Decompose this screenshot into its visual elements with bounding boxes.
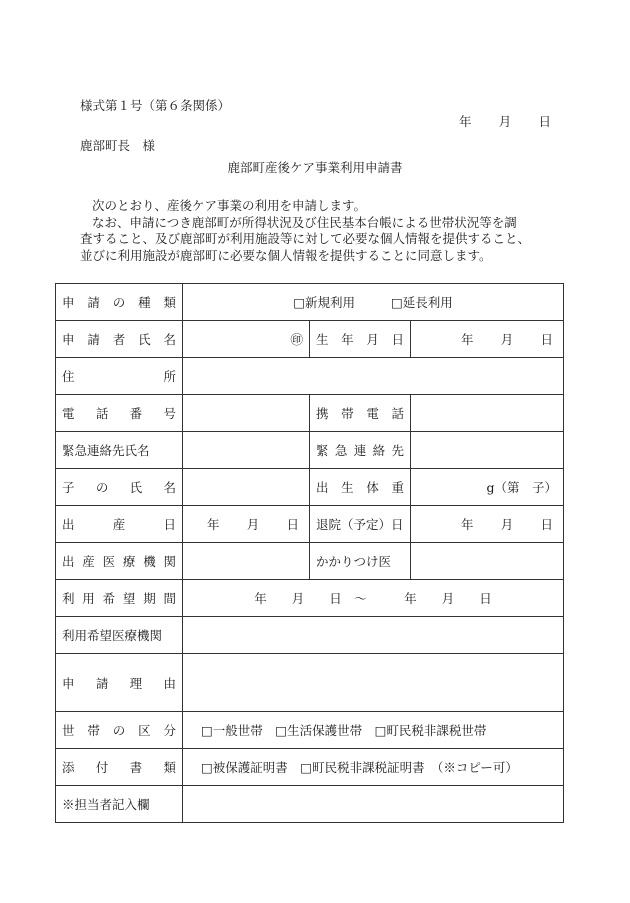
label-char: 由 <box>163 675 176 691</box>
label-char: 区 <box>138 723 151 738</box>
day-unit: 日 <box>540 332 553 347</box>
application-type-options <box>183 284 564 321</box>
label-char: 者 <box>112 332 126 347</box>
row-applicant <box>56 321 564 358</box>
label-char: 利 <box>62 591 75 606</box>
label-char: 間 <box>163 591 176 606</box>
label-char: 医 <box>102 554 116 569</box>
label-char: 申 <box>62 675 75 691</box>
label-char: 添 <box>62 760 75 775</box>
emergency-contact-field[interactable] <box>411 432 564 469</box>
label-char: 望 <box>122 591 136 606</box>
seal-mark: ㊞ <box>290 332 303 347</box>
label-char: 申 <box>62 295 75 310</box>
day-unit: 日 <box>286 517 299 532</box>
body-line-1: 次のとおり、産後ケア事業の利用を申請します。 <box>92 198 367 213</box>
extension-checkbox[interactable]: □延長利用 <box>390 295 453 310</box>
row-attachments <box>56 749 564 786</box>
label-char: 機 <box>143 554 156 569</box>
staff-use-field[interactable] <box>183 786 564 823</box>
applicant-name-label <box>56 321 183 358</box>
label-char: 先 <box>391 443 404 458</box>
label-char: 携 <box>316 406 329 421</box>
submission-date <box>459 112 551 130</box>
year-unit: 年 <box>207 517 220 532</box>
label-char: 体 <box>366 480 379 495</box>
attachments-label <box>56 749 183 786</box>
period-field[interactable]: 年 月 日 ～ 年 月 日 <box>183 580 564 617</box>
row-emergency <box>56 432 564 469</box>
label-char: 月 <box>366 332 379 347</box>
staff-use-label: ※担当者記入欄 <box>56 786 183 823</box>
label-char: 療 <box>122 554 136 569</box>
label-char: 子 <box>62 480 75 495</box>
label-char: 電 <box>366 406 379 421</box>
label-char: 産 <box>82 554 95 569</box>
label-char: 帯 <box>87 723 100 738</box>
delivery-date-label <box>56 506 183 543</box>
birthdate-label <box>310 321 411 358</box>
row-delivery <box>56 506 564 543</box>
label-char: 生 <box>316 332 329 347</box>
birth-weight-label <box>310 469 411 506</box>
label-char: 日 <box>391 332 404 347</box>
date-month: 月 <box>498 114 512 129</box>
label-char: 号 <box>163 406 176 421</box>
label-char: 付 <box>95 760 109 775</box>
household-label <box>56 712 183 749</box>
applicant-name-field[interactable] <box>183 321 310 358</box>
facility-field[interactable] <box>183 617 564 654</box>
date-day: 日 <box>538 114 551 129</box>
row-household <box>56 712 564 749</box>
row-staff <box>56 786 564 823</box>
period-label <box>56 580 183 617</box>
label-char: 年 <box>341 332 354 347</box>
birth-weight-field[interactable] <box>411 469 564 506</box>
label-char: 名 <box>163 480 176 495</box>
label-char: 重 <box>391 480 404 495</box>
label-char: 理 <box>129 675 143 691</box>
label-char: の <box>95 480 109 495</box>
label-char: 日 <box>163 517 176 532</box>
application-type-label <box>56 284 183 321</box>
label-char: 類 <box>163 295 176 310</box>
mobile-field[interactable] <box>411 395 564 432</box>
body-line-2: なお、申請につき鹿部町が所得状況及び住民基本台帳による世帯状況等を調 <box>92 214 517 230</box>
family-doctor-field[interactable] <box>411 543 564 580</box>
label-char: 住 <box>62 369 75 384</box>
month-unit: 月 <box>500 517 514 532</box>
phone-field[interactable] <box>183 395 310 432</box>
label-char: 種 <box>138 295 151 310</box>
row-address <box>56 358 564 395</box>
household-options[interactable]: □一般世帯 □生活保護世帯 □町民税非課税世帯 <box>183 712 564 749</box>
label-char: 名 <box>163 332 176 347</box>
label-char: 電 <box>62 406 75 421</box>
phone-label <box>56 395 183 432</box>
year-unit: 年 <box>461 517 474 532</box>
discharge-date-label: 退院（予定）日 <box>310 506 411 543</box>
label-char: 話 <box>95 406 109 421</box>
day-unit: 日 <box>540 517 553 532</box>
label-char: 出 <box>62 517 75 532</box>
reason-field[interactable] <box>183 654 564 712</box>
label-char: 期 <box>143 591 156 606</box>
label-char: 緊 <box>316 443 329 458</box>
row-hospital <box>56 543 564 580</box>
label-char: 分 <box>163 723 176 738</box>
hospital-field[interactable] <box>183 543 310 580</box>
birthdate-field[interactable] <box>411 321 564 358</box>
label-char: 生 <box>341 480 354 495</box>
label-char: 世 <box>62 723 75 738</box>
label-char: 絡 <box>372 443 386 458</box>
row-reason <box>56 654 564 712</box>
label-char: の <box>112 723 126 738</box>
addressee: 鹿部町長 様 <box>80 138 156 153</box>
mobile-label <box>310 395 411 432</box>
child-name-label <box>56 469 183 506</box>
family-doctor-label: かかりつけ医 <box>310 543 411 580</box>
emergency-contact-label <box>310 432 411 469</box>
hospital-label <box>56 543 183 580</box>
attachments-options[interactable]: □被保護証明書 □町民税非課税証明書 （※コピー可） <box>183 749 564 786</box>
label-char: 帯 <box>341 406 354 421</box>
year-unit: 年 <box>461 332 474 347</box>
application-form-table <box>55 283 564 823</box>
label-char: 急 <box>334 443 348 458</box>
label-char: 請 <box>87 295 100 310</box>
body-line-3: 査すること、及び鹿部町が利用施設等に対して必要な個人情報を提供すること、 <box>80 231 531 246</box>
address-label <box>56 358 183 395</box>
label-char: 氏 <box>138 332 151 347</box>
row-facility <box>56 617 564 654</box>
label-char: 書 <box>129 760 143 775</box>
row-phone <box>56 395 564 432</box>
label-char: の <box>112 295 126 310</box>
row-application-type <box>56 284 564 321</box>
discharge-date-field[interactable] <box>411 506 564 543</box>
label-char: 出 <box>316 480 329 495</box>
label-char: 氏 <box>129 480 143 495</box>
new-use-checkbox[interactable]: □新規利用 <box>293 295 356 310</box>
body-line-4: 並びに利用施設が鹿部町に必要な個人情報を提供することに同意します。 <box>80 247 492 263</box>
row-period <box>56 580 564 617</box>
label-char: 話 <box>391 406 404 421</box>
row-child <box>56 469 564 506</box>
emergency-name-label: 緊急連絡先氏名 <box>56 432 183 469</box>
child-name-field[interactable] <box>183 469 310 506</box>
reason-label <box>56 654 183 712</box>
delivery-date-field[interactable] <box>183 506 310 543</box>
birth-weight-unit: g（第 子） <box>486 480 557 495</box>
emergency-name-field[interactable] <box>183 432 310 469</box>
facility-label: 利用希望医療機関 <box>56 617 183 654</box>
label-char: 類 <box>163 760 176 775</box>
label-char: 希 <box>102 591 116 606</box>
label-char: 請 <box>87 332 100 347</box>
month-unit: 月 <box>246 517 260 532</box>
address-field[interactable] <box>183 358 564 395</box>
label-char: 所 <box>163 369 176 384</box>
date-year: 年 <box>459 114 472 129</box>
label-char: 請 <box>95 675 109 691</box>
label-char: 番 <box>129 406 143 421</box>
label-char: 関 <box>163 554 176 569</box>
label-char: 連 <box>353 443 367 458</box>
label-char: 用 <box>82 591 95 606</box>
label-char: 申 <box>62 332 75 347</box>
form-number: 様式第１号（第６条関係） <box>80 98 231 113</box>
label-char: 出 <box>62 554 75 569</box>
month-unit: 月 <box>500 332 514 347</box>
label-char: 産 <box>112 517 126 532</box>
document-title: 鹿部町産後ケア事業利用申請書 <box>227 160 403 175</box>
consent-text <box>80 198 530 264</box>
